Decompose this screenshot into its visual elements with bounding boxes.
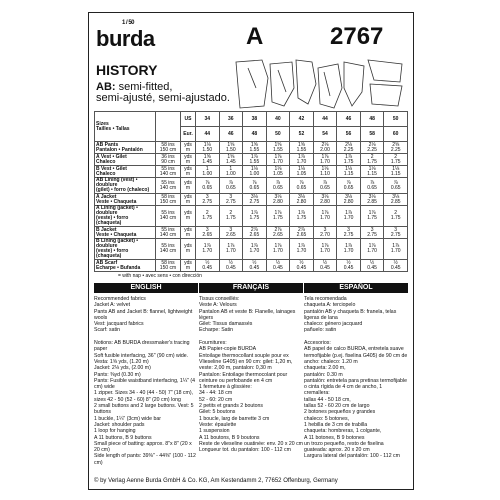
- yardage-unit: yds m: [181, 166, 196, 178]
- us-size: 40: [266, 112, 290, 127]
- yardage-value: 1⅛ 1.00: [243, 166, 267, 178]
- yardage-value: 1⅛ 1.50: [196, 142, 220, 154]
- yardage-value: ½ 0.45: [337, 260, 361, 272]
- yardage-value: ½ 0.45: [243, 260, 267, 272]
- yardage-value: 1⅛ 1.05: [290, 166, 314, 178]
- yardage-value: 3⅛ 2.80: [266, 194, 290, 206]
- eur-size: 44: [196, 127, 220, 142]
- yardage-value: ⅞ 0.65: [360, 178, 384, 194]
- yardage-item: B Lining (jacket) • doublure (veste) • forro (chaqueta): [95, 239, 156, 260]
- yardage-unit: yds m: [181, 154, 196, 166]
- column-text-spanish: Tela recomendada chaqueta A: terciopelo pantalón AB y chaqueta B: franela, telas ligeras de lana chaleco: género jacquard pañuelo: satin Accesorios: AB papel de calco BURDA, entretela suave termofijable (p.ej. fiselina G405) de 90 cm de ancho: chaleco: 1.20 m chaqueta: 2.00 m, pantalón: 0.30 m pantalón: entretela para pretinas termofijable o cinta rígida de 4 cm de ancho, 1 cremallera: tallas 44 - 50 18 cm, tallas 52 - 60 20 cm de largo 2 botones pequeños y grandes chaleco: 5 botones, 1 hebilla de 3 cm de trabilla chaqueta: hombreras, 1 colgante, A 11 botones, B 9 botones un trozo pequeño, resto de fiselina guateada: aprox. 20 x 20 cm Largura lateral del pantalón: 100 - 112 cm: [304, 296, 408, 460]
- yardage-item: A Jacket Veste • Chaqueta: [95, 194, 156, 206]
- yardage-row: [95, 154, 408, 166]
- eur-size: 48: [243, 127, 267, 142]
- yardage-value: 3⅛ 2.85: [360, 194, 384, 206]
- yardage-width: 58 ins 150 cm: [156, 142, 181, 154]
- eur-size: 58: [360, 127, 384, 142]
- yardage-value: 3⅛ 2.75: [243, 194, 267, 206]
- yardage-value: ½ 0.45: [313, 260, 337, 272]
- yardage-value: 1⅛ 1.15: [360, 166, 384, 178]
- nap-note: = with nap • avec sens • con dirección: [118, 273, 202, 279]
- pattern-number: 2767: [330, 23, 384, 50]
- yardage-value: 3 2.70: [313, 227, 337, 239]
- yardage-width: 55 ins 140 cm: [156, 166, 181, 178]
- yardage-value: ½ 0.45: [219, 260, 243, 272]
- eur-size: 56: [337, 127, 361, 142]
- yardage-width: 55 ins 140 cm: [156, 178, 181, 194]
- yardage-value: ⅞ 0.65: [337, 178, 361, 194]
- us-size: 50: [384, 112, 408, 127]
- views-label: AB:: [96, 81, 116, 93]
- yardage-value: 2 1.75: [384, 206, 408, 227]
- yardage-value: 1⅞ 1.70: [196, 239, 220, 260]
- yardage-value: 1⅛ 1.10: [313, 166, 337, 178]
- yardage-value: 1⅝ 1.50: [219, 142, 243, 154]
- yardage-row: [95, 142, 408, 154]
- yardage-value: ½ 0.45: [384, 260, 408, 272]
- yardage-unit: yds m: [181, 227, 196, 239]
- yardage-value: 3⅛ 2.80: [313, 194, 337, 206]
- yardage-value: 2 1.75: [360, 154, 384, 166]
- burda-logo: [96, 20, 155, 52]
- yardage-value: 2⅛ 2.25: [337, 142, 361, 154]
- yardage-value: 1⅞ 1.70: [337, 239, 361, 260]
- column-heading-french: FRANÇAIS: [199, 283, 303, 293]
- yardage-row: [95, 194, 408, 206]
- yardage-value: 1⅝ 1.55: [243, 142, 267, 154]
- yardage-value: 1⅝ 1.45: [219, 154, 243, 166]
- yardage-value: 3 2.75: [219, 194, 243, 206]
- yardage-width: 58 ins 150 cm: [156, 194, 181, 206]
- yardage-value: 1⅞ 1.75: [290, 206, 314, 227]
- us-size: 46: [337, 112, 361, 127]
- yardage-unit: yds m: [181, 178, 196, 194]
- yardage-value: 3 2.65: [219, 227, 243, 239]
- yardage-value: 1⅞ 1.70: [313, 206, 337, 227]
- yardage-value: 1⅞ 1.70: [219, 239, 243, 260]
- eur-label: Eur.: [181, 127, 196, 142]
- yardage-value: 2⅞ 2.65: [243, 227, 267, 239]
- yardage-row: [95, 178, 408, 194]
- fit-line-1: semi-fitted,: [118, 81, 173, 93]
- yardage-unit: yds m: [181, 194, 196, 206]
- yardage-value: 2⅛ 2.25: [360, 142, 384, 154]
- yardage-value: 1⅛ 1.15: [337, 166, 361, 178]
- us-label: US: [181, 112, 196, 127]
- eur-size: 46: [219, 127, 243, 142]
- yardage-item: A Vest • Gilet Chaleco: [95, 154, 156, 166]
- yardage-item: AB Scarf Echarpe • Bufanda: [95, 260, 156, 272]
- yardage-value: 1⅞ 1.70: [243, 239, 267, 260]
- column-spanish: [304, 283, 408, 460]
- yardage-width: 55 ins 140 cm: [156, 227, 181, 239]
- yardage-value: 1⅞ 1.75: [360, 206, 384, 227]
- yardage-width: 55 ins 140 cm: [156, 206, 181, 227]
- yardage-value: 2⅞ 2.65: [290, 227, 314, 239]
- yardage-value: 1⅞ 1.75: [266, 206, 290, 227]
- yardage-value: 3 2.75: [384, 227, 408, 239]
- sizes-header: Sizes Tailles • Tallas: [95, 112, 156, 142]
- yardage-value: 3 2.65: [196, 227, 220, 239]
- yardage-width: 36 ins 90 cm: [156, 154, 181, 166]
- yardage-value: 3 2.75: [196, 194, 220, 206]
- yardage-value: ⅞ 0.65: [243, 178, 267, 194]
- eur-size: 60: [384, 127, 408, 142]
- yardage-row: [95, 227, 408, 239]
- yardage-value: 2 1.75: [219, 206, 243, 227]
- yardage-value: ⅞ 0.65: [219, 178, 243, 194]
- pattern-letter: A: [246, 23, 264, 50]
- yardage-value: 3⅛ 2.85: [384, 194, 408, 206]
- yardage-value: 3⅛ 2.80: [290, 194, 314, 206]
- column-text-french: Tissus conseillés: Veste A: Velours Pantalon AB et veste B: Flanelle, lainages légers Gilet: Tissus damassés Echarpe: Satin Fournitures: AB Papier-copie BURDA Entoilage thermocollant souple pour ex Vlieseline G405) en 90 cm: gilet: 1,20 m, veste: 2,00 m, pantalon: 0,30 m Pantalon: Entoilage thermocolant pour ceinture ou perfobande en 4 cm 1 fermeture à glissière: 34 - 44: 18 cm 52 - 60: 20 cm 2 petits et grands 2 boutons Gilet: 5 boutons 1 boucle, larg de barrette 3 cm Veste: épaulette 1 suspension A 11 boutons, B 9 boutons Reste de vlieseline ouatinée: env. 20 x 20 cm Longueur tot. du pantalon: 100 - 112 cm: [199, 296, 304, 454]
- collection-title: HISTORY: [96, 62, 158, 78]
- yardage-value: 2⅛ 2.00: [313, 142, 337, 154]
- yardage-value: ½ 0.45: [196, 260, 220, 272]
- yardage-value: 2⅝ 2.25: [384, 142, 408, 154]
- yardage-value: ⅞ 0.65: [266, 178, 290, 194]
- yardage-value: 1⅞ 1.70: [384, 239, 408, 260]
- fit-line-2: semi-ajusté, semi-ajustado.: [96, 92, 230, 104]
- us-size: 42: [290, 112, 314, 127]
- yardage-value: ½ 0.45: [266, 260, 290, 272]
- column-french: [199, 283, 303, 453]
- yardage-value: 1⅞ 1.70: [313, 239, 337, 260]
- yardage-width: 58 ins 150 cm: [156, 260, 181, 272]
- yardage-value: 1⅞ 1.75: [243, 206, 267, 227]
- yardage-value: ½ 0.45: [290, 260, 314, 272]
- size-row-us: [95, 112, 408, 127]
- yardage-value: 1⅝ 1.45: [196, 154, 220, 166]
- eur-size: 50: [266, 127, 290, 142]
- yardage-unit: yds m: [181, 206, 196, 227]
- yardage-item: A Lining (jacket) • doublure (veste) • forro (chaqueta): [95, 206, 156, 227]
- width-header-cell: [156, 112, 181, 142]
- us-size: 44: [313, 112, 337, 127]
- yardage-value: 2⅞ 2.65: [266, 227, 290, 239]
- column-text-english: Recommended fabrics Jacket A: velvet Pants AB and Jacket B: flannel, lightweight wools Vest: jacquard fabrics Scarf: satin Notions: AB BURDA dressmaker's tracing paper Soft fusible interfacing, 36" (90 cm) wide. Vesta: 1⅝ yds, (1.20 m) Jacket: 2⅛ yds, (2.00 m) Pants: ⅜yd (0.30 m) Pants: Fusible waistband interfacing, 1¼" (4 cm) wide 1 zipper. Sizes 34 - 40 (44 - 50) 7" (18 cm), sizes 42 - 50 (52 - 60) 8" (20 cm) long 2 small buttons and 2 large buttons. Vest: 5 buttons 1 buckle, 1¼" (3cm) wide bar Jacket: shoulder pads 1 loop for hanging A 11 buttons, B 9 buttons Small piece of batting: approx. 8"x 8" (20 x 20 cm) Side length of pants: 39⅜" - 44⅜" (100 - 112 cm): [94, 296, 196, 466]
- yardage-value: 1⅞ 1.70: [337, 206, 361, 227]
- eur-size: 54: [313, 127, 337, 142]
- yardage-value: 3 2.75: [337, 227, 361, 239]
- yardage-width: 55 ins 140 cm: [156, 239, 181, 260]
- yardage-value: 1⅞ 1.55: [243, 154, 267, 166]
- yardage-value: 1⅝ 1.55: [290, 142, 314, 154]
- yardage-value: 1⅞ 1.70: [266, 239, 290, 260]
- yardage-value: 1 1.00: [196, 166, 220, 178]
- us-size: 38: [243, 112, 267, 127]
- yardage-value: 2 1.75: [384, 154, 408, 166]
- yardage-value: 1⅞ 1.70: [266, 154, 290, 166]
- yardage-row: [95, 206, 408, 227]
- yardage-row: [95, 239, 408, 260]
- eur-size: 52: [290, 127, 314, 142]
- us-size: 36: [219, 112, 243, 127]
- yardage-value: ⅞ 0.65: [196, 178, 220, 194]
- brand-small-print: 1 / 50: [122, 20, 135, 26]
- yardage-value: ½ 0.45: [360, 260, 384, 272]
- pattern-pieces-diagram: [234, 58, 406, 110]
- yardage-value: 3⅛ 2.80: [337, 194, 361, 206]
- yardage-value: 1 1.00: [219, 166, 243, 178]
- yardage-value: 1⅞ 1.75: [337, 154, 361, 166]
- yardage-value: 3 2.75: [360, 227, 384, 239]
- column-english: [94, 283, 198, 466]
- yardage-value: ⅞ 0.65: [313, 178, 337, 194]
- yardage-value: 1⅞ 1.70: [290, 239, 314, 260]
- yardage-value: 1⅛ 1.15: [384, 166, 408, 178]
- yardage-item: B Vest • Gilet Chaleco: [95, 166, 156, 178]
- yardage-item: B Jacket Veste • Chaqueta: [95, 227, 156, 239]
- yardage-unit: yds m: [181, 239, 196, 260]
- column-heading-spanish: ESPAÑOL: [304, 283, 408, 293]
- yardage-table: [94, 111, 408, 272]
- yardage-row: [95, 166, 408, 178]
- yardage-value: ⅞ 0.65: [384, 178, 408, 194]
- yardage-value: 1⅞ 1.70: [313, 154, 337, 166]
- yardage-value: 1⅛ 1.05: [266, 166, 290, 178]
- brand-name: burda: [96, 26, 155, 51]
- yardage-item: AB Pants Pantalon • Pantalón: [95, 142, 156, 154]
- yardage-value: ⅞ 0.65: [290, 178, 314, 194]
- fit-description: [96, 82, 230, 104]
- yardage-row: [95, 260, 408, 272]
- copyright-footer: © by Verlag Aenne Burda GmbH & Co. KG, Am Kestendamm 2, 77652 Offenburg, Germany: [94, 478, 338, 484]
- yardage-unit: yds m: [181, 260, 196, 272]
- us-size: 48: [360, 112, 384, 127]
- column-heading-english: ENGLISH: [94, 283, 198, 293]
- yardage-unit: yds m: [181, 142, 196, 154]
- yardage-value: 1⅞ 1.70: [360, 239, 384, 260]
- yardage-item: AB Lining (vest) • doublure (gilet) • forro (chaleco): [95, 178, 156, 194]
- us-size: 34: [196, 112, 220, 127]
- yardage-rows: [95, 142, 408, 272]
- yardage-value: 1⅞ 1.70: [290, 154, 314, 166]
- yardage-value: 2 1.75: [196, 206, 220, 227]
- yardage-value: 1⅝ 1.55: [266, 142, 290, 154]
